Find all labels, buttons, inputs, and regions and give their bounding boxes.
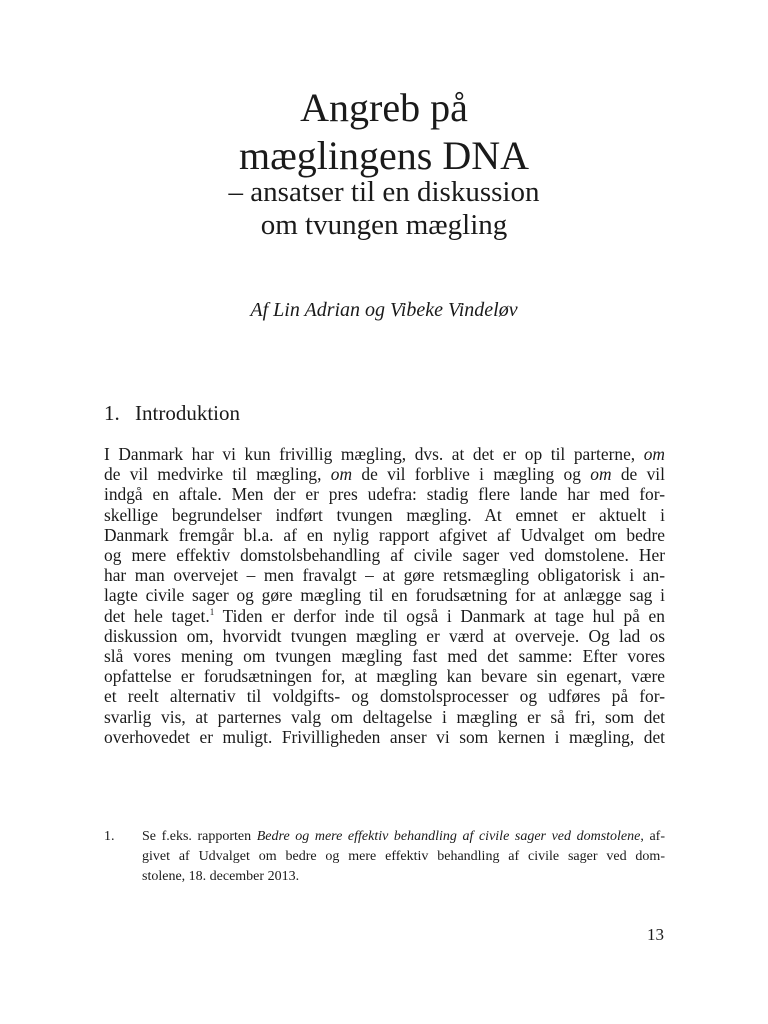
- subtitle-line-2: om tvungen mægling: [260, 209, 508, 241]
- emphasis: om: [590, 464, 612, 485]
- body-line: overhovedet er muligt. Frivilligheden anser vi som kernen i mægling, det: [104, 726, 665, 747]
- body-text-segment: de vil forblive i mægling og: [361, 464, 581, 485]
- footnote-text: [142, 827, 665, 887]
- emphasis: om: [643, 444, 665, 464]
- footnote-line: [142, 827, 665, 847]
- title-line-1: Angreb på: [300, 85, 468, 130]
- body-text-segment: det hele taget.: [104, 605, 210, 626]
- body-line: [104, 444, 665, 464]
- body-line: Danmark fremgår bl.a. af en nylig rapport afgivet af Udvalget om bedre: [104, 524, 665, 545]
- body-line: et reelt alternativ til voldgifts- og domstolsprocesser og udføres på for-: [104, 686, 665, 707]
- title-line-2: mæglingens DNA: [239, 133, 529, 178]
- footnote-line: stolene, 18. december 2013.: [142, 869, 300, 884]
- body-line: [104, 464, 665, 484]
- body-text-segment: de vil: [620, 464, 665, 485]
- body-text-segment: Tiden er derfor inde til også i Danmark at tage hul på en: [222, 605, 665, 626]
- footnote: [104, 827, 665, 887]
- body-line: [104, 606, 665, 626]
- body-line: slå vores mening om tvungen mægling fast med det samme: Efter vores: [104, 646, 665, 667]
- body-line: diskussion om, hvorvidt tvungen mægling er værd at overveje. Og lad os: [104, 625, 665, 646]
- footnote-number: 1.: [104, 829, 115, 844]
- body-line: opfattelse er forudsætningen for, at mægling kan bevare sin egenart, være: [104, 666, 665, 687]
- section-heading: [104, 401, 240, 426]
- footnote-text-segment: , af-: [640, 829, 665, 844]
- body-line: svarlig vis, at parternes valg om deltagelse i mægling er så fri, som det: [104, 706, 665, 727]
- body-paragraph: [104, 444, 665, 747]
- body-line: og mere effektiv domstolsbehandling af civile sager ved domstolene. Her: [104, 545, 665, 566]
- footnote-line: givet af Udvalget om bedre og mere effektiv behandling af civile sager ved dom-: [142, 849, 665, 864]
- body-line: lagte civile sager og gøre mægling til en forudsætning for at anlægge sag i: [104, 585, 665, 606]
- section-number: 1.: [104, 401, 120, 425]
- authors-byline: Af Lin Adrian og Vibeke Vindeløv: [250, 299, 518, 321]
- body-line: har man overvejet – men fravalgt – at gøre retsmægling obligatorisk i an-: [104, 565, 665, 586]
- footnote-text-segment: Se f.eks. rapporten: [142, 829, 252, 844]
- page-title: [0, 84, 768, 180]
- page-number: 13: [647, 925, 664, 944]
- subtitle-line-1: – ansatser til en diskussion: [228, 176, 540, 208]
- section-title: Introduktion: [135, 401, 240, 425]
- emphasis: om: [330, 464, 353, 485]
- body-line: indgå en aftale. Men der er pres udefra: stadig flere lande har med for-: [104, 484, 665, 505]
- body-text-segment: de vil medvirke til mægling,: [104, 464, 322, 485]
- footnote-citation-title: Bedre og mere effektiv behandling af civile sager ved domstolene: [256, 829, 641, 844]
- body-text-segment: I Danmark har vi kun frivillig mægling, dvs. at det er op til parterne,: [104, 444, 636, 464]
- body-line: skellige begrundelser indført tvungen mægling. At emnet er aktuelt i: [104, 504, 665, 525]
- footnote-reference[interactable]: 1: [209, 606, 215, 617]
- page-subtitle: [0, 176, 768, 242]
